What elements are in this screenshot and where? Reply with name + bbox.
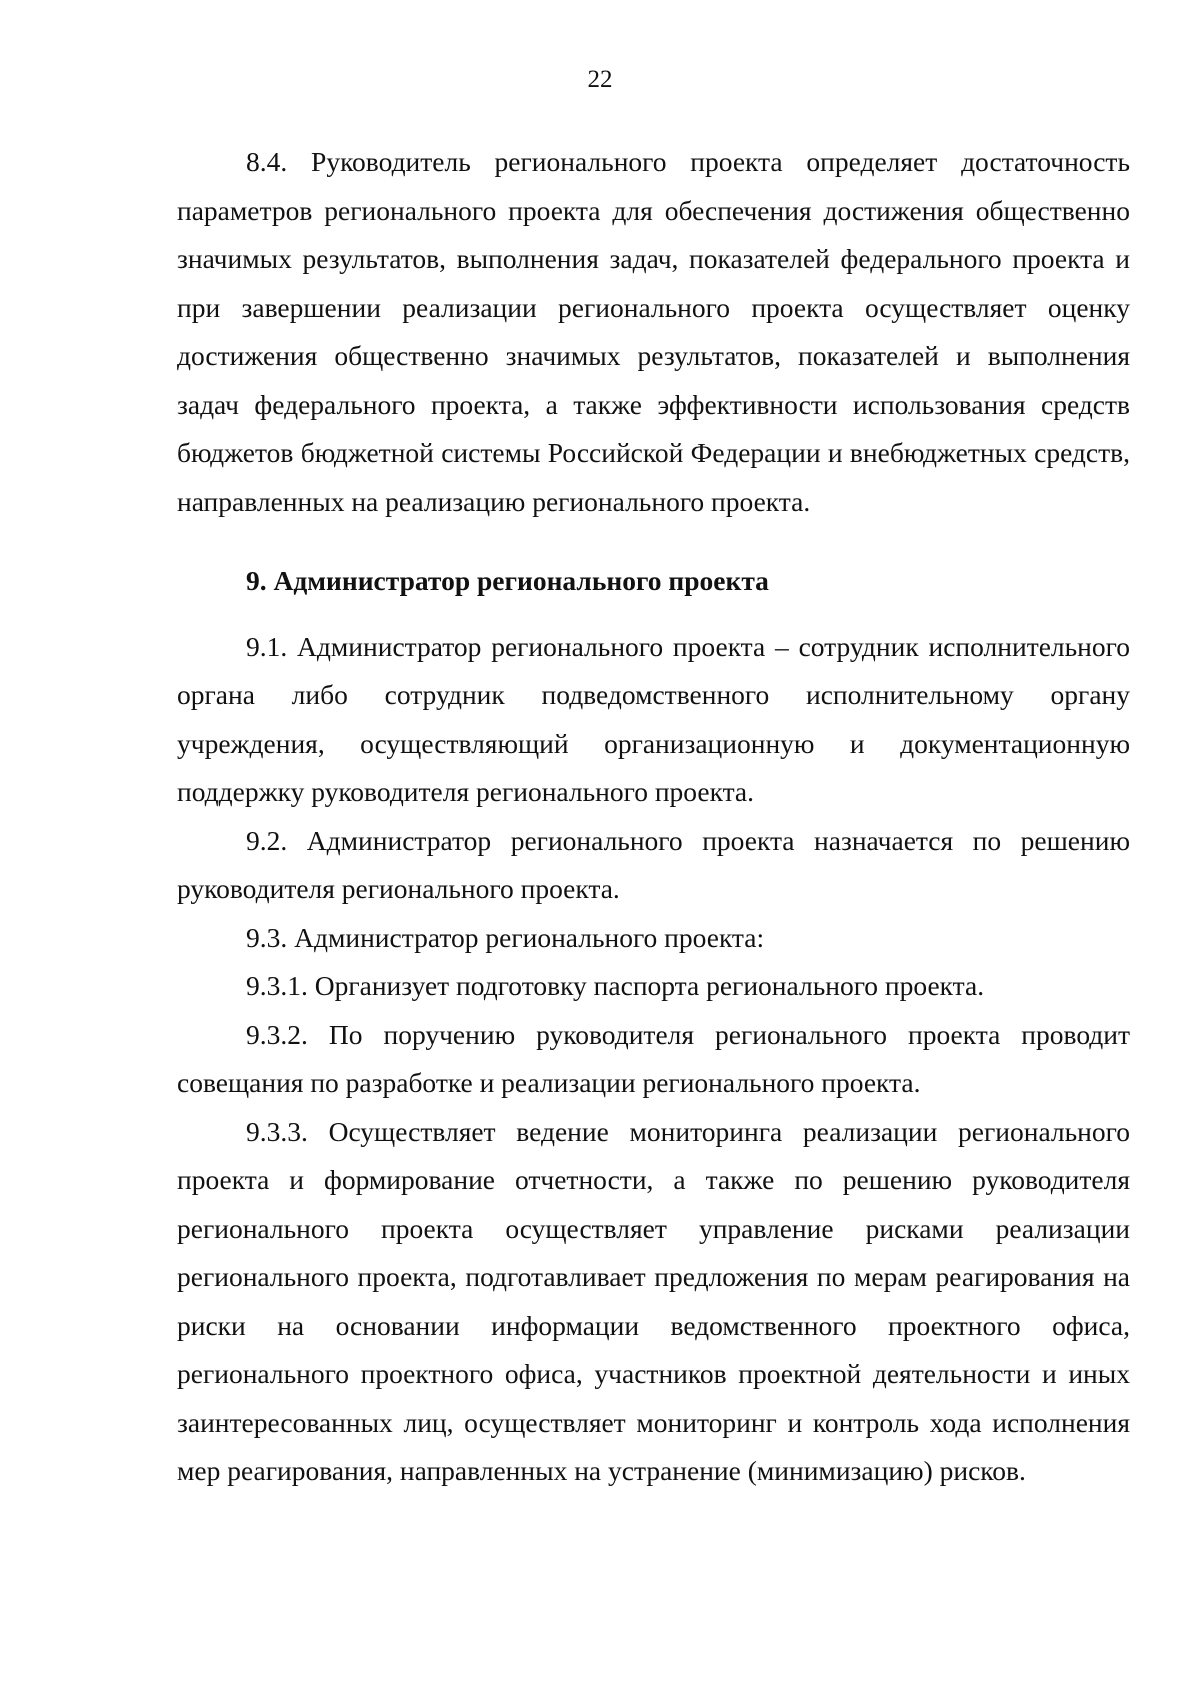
paragraph-8-4: 8.4. Руководитель регионального проекта определяет достаточность параметров регионального проекта для обеспечения достижения общественно значимых результатов, выполнения задач, показателей федерального проекта и при завершении реализации регионального проекта осуществляет оценку достижения общественно значимых результатов, показателей и выполнения задач федерального проекта, а также эффективности использования средств бюджетов бюджетной системы Российской Федерации и внебюджетных средств, направленных на реализацию регионального проекта. [177, 146, 1130, 517]
page-number: 22 [587, 66, 613, 93]
document-body [177, 138, 1130, 1496]
paragraph-9-3-2: 9.3.2. По поручению руководителя регионального проекта проводит совещания по разработке и реализации регионального проекта. [177, 1018, 1130, 1098]
paragraph-9-3: 9.3. Администратор регионального проекта: [246, 921, 765, 953]
paragraph-9-2: 9.2. Администратор регионального проекта назначается по решению руководителя регионального проекта. [177, 824, 1130, 904]
paragraph-9-1: 9.1. Администратор регионального проекта – сотрудник исполнительного органа либо сотрудник подведомственного исполнительному органу учреждения, осуществляющий организационную и документационную поддержку руководителя регионального проекта. [177, 630, 1130, 807]
section-heading-9: 9. Администратор регионального проекта [246, 565, 769, 596]
paragraph-9-3-1: 9.3.1. Организует подготовку паспорта регионального проекта. [246, 970, 985, 1001]
paragraph-9-3-3: 9.3.3. Осуществляет ведение мониторинга реализации регионального проекта и формирование отчетности, а также по решению руководителя регионального проекта осуществляет управление рисками реализации регионального проекта, подготавливает предложения по мерам реагирования на риски на основании информации ведомственного проектного офиса, регионального проектного офиса, участников проектной деятельности и иных заинтересованных лиц, осуществляет мониторинг и контроль хода исполнения мер реагирования, направленных на устранение (минимизацию) рисков. [177, 1115, 1130, 1486]
